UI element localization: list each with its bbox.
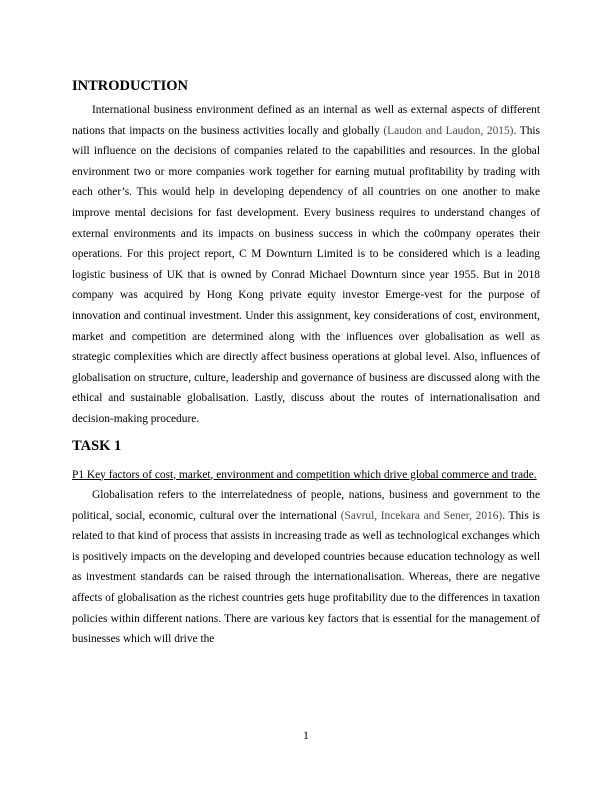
introduction-heading: INTRODUCTION <box>72 78 189 94</box>
task-1-text-end: . This is related to that kind of process that assists in increasing trade as well as technological exchanges which is positively impacts on the developing and developed countries because education technology as well as investment standards can be raised through the internationalisation. Whereas, there are negative affects of globalisation as the richest countries gets huge profitability due to the differences in taxation policies within different nations. There are various key factors that is essential for the management of businesses which will drive the <box>72 509 540 646</box>
task-1-citation: (Savrul, Incekara and Sener, 2016) <box>340 509 503 522</box>
task-1-heading: TASK 1 <box>72 437 122 454</box>
introduction-citation: (Laudon and Laudon, 2015) <box>383 124 514 137</box>
task-1-paragraph <box>72 485 540 650</box>
introduction-text-end: . This will influence on the decisions of companies related to the capabilities and resources. In the global environment two or more companies work together for earning mutual profitability by trading with each other’s. This would help in developing dependency of all countries on one another to make improve mental decisions for fast development. Every business requires to understand changes of external environments and its impacts on business success in which the co0mpany operates their operations. For this project report, C M Downturn Limited is to be considered which is a leading logistic business of UK that is owned by Conrad Michael Downturn since year 1955. But in 2018 company was acquired by Hong Kong private equity investor Emerge-vest for the purpose of innovation and continual investment. Under this assignment, key considerations of cost, environment, market and competition are determined along with the influences over globalisation as well as strategic complexities which are directly affect business operations at global level. Also, influences of globalisation on structure, culture, leadership and governance of business are discussed along with the ethical and sustainable globalisation. Lastly, discuss about the routes of internationalisation and decision-making procedure. <box>72 124 540 425</box>
page-content <box>72 76 540 650</box>
p1-subheading: P1 Key factors of cost, market, environment and competition which drive global commerce and trade. <box>72 468 537 481</box>
introduction-text-start: International business environment defined as an internal as well as external aspects of different nations that impacts on the business activities locally and globally <box>72 104 540 137</box>
introduction-paragraph <box>72 100 540 430</box>
task-1-text-start: Globalisation refers to the interrelatedness of people, nations, business and government to the political, social, economic, cultural over the international <box>72 489 540 522</box>
page-number: 1 <box>303 730 309 742</box>
